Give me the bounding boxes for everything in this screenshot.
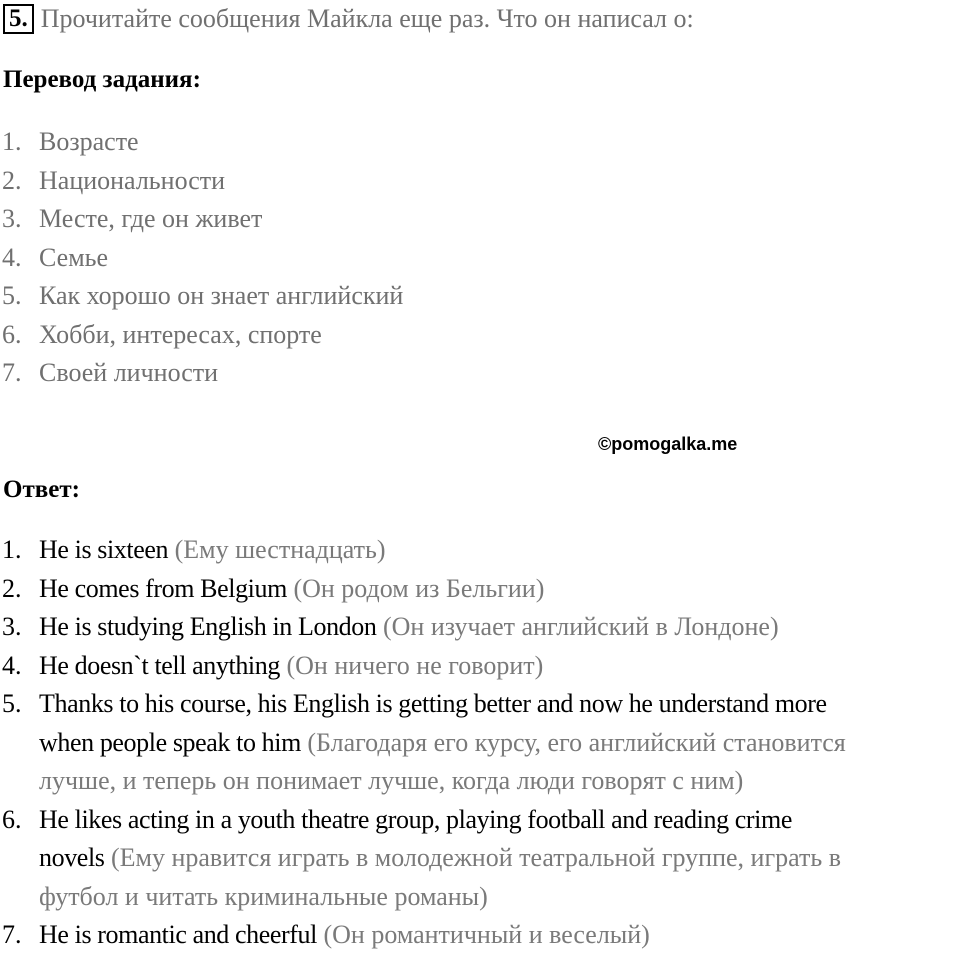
answer-list (0, 531, 960, 955)
answer-item-body (39, 531, 960, 570)
translation-item-text: Национальности (39, 165, 226, 195)
answer-item-number: 6. (2, 804, 22, 834)
answer-item (0, 685, 960, 801)
answer-item-body (39, 801, 960, 917)
watermark: ©pomogalka.me (598, 434, 738, 454)
translation-item (0, 123, 403, 162)
answer-item (0, 608, 960, 647)
translation-item-text: Как хорошо он знает английский (39, 281, 404, 310)
answer-item (0, 647, 960, 686)
translation-item-number: 5. (2, 281, 22, 310)
translation-item-text: Возрасте (39, 127, 139, 156)
translation-item-text: Семье (39, 242, 109, 272)
translation-item (0, 162, 403, 201)
answer-item-body (39, 916, 960, 955)
translation-item-number: 3. (2, 204, 22, 233)
answer-item-body (39, 570, 960, 609)
answer-russian-translation: (Ему шестнадцать) (174, 535, 386, 564)
translation-item (0, 316, 403, 355)
translation-item-number: 4. (2, 242, 22, 272)
task-number-badge: 5. (3, 4, 34, 34)
translation-item-text: Своей личности (39, 358, 219, 387)
answer-russian-translation: (Он родом из Бельгии) (293, 573, 545, 603)
translation-item-number: 2. (2, 165, 22, 195)
answer-english-text: He is sixteen (39, 535, 169, 564)
answer-item-number: 3. (2, 612, 22, 641)
answer-item (0, 531, 960, 570)
translation-item (0, 239, 403, 278)
answer-item-number: 5. (2, 689, 22, 718)
translation-item (0, 200, 403, 239)
answer-item (0, 801, 960, 917)
translation-item-number: 6. (2, 319, 22, 349)
translation-item-text: Хобби, интересах, спорте (39, 319, 322, 349)
task-header (3, 4, 694, 34)
translation-item-number: 7. (2, 358, 22, 387)
answer-russian-translation: (Благодаря его курсу, его английский становится лучше, и теперь он понимает лучше, когда люди говорят с ним) (39, 727, 846, 795)
translation-heading: Перевод задания: (3, 66, 201, 93)
answer-item-number: 1. (2, 535, 22, 564)
translation-item-number: 1. (2, 127, 22, 156)
answer-item-body (39, 685, 960, 801)
translation-item (0, 277, 403, 316)
answer-item-body (39, 647, 960, 686)
answer-english-text: He comes from Belgium (39, 573, 287, 603)
answer-item-number: 4. (2, 650, 22, 680)
answer-heading: Ответ: (3, 476, 80, 503)
answer-english-text: He is studying English in London (39, 612, 377, 641)
translation-item (0, 354, 403, 393)
answer-russian-translation: (Ему нравится играть в молодежной театральной группе, играть в футбол и читать криминальные романы) (39, 843, 841, 911)
answer-russian-translation: (Он романтичный и веселый) (323, 920, 650, 949)
answer-english-text: Thanks to his course, his English is getting better and now he understand more when people speak to him (39, 689, 827, 757)
answer-russian-translation: (Он изучает английский в Лондоне) (382, 612, 779, 641)
answer-english-text: He likes acting in a youth theatre group, playing football and reading crime novels (39, 804, 792, 872)
answer-item (0, 916, 960, 955)
task-instruction: Прочитайте сообщения Майкла еще раз. Что он написал о: (40, 4, 694, 33)
answer-english-text: He is romantic and cheerful (39, 920, 317, 949)
translation-list (0, 123, 403, 393)
translation-item-text: Месте, где он живет (39, 204, 263, 233)
answer-item (0, 570, 960, 609)
answer-item-number: 2. (2, 573, 22, 603)
answer-item-number: 7. (2, 920, 22, 949)
answer-russian-translation: (Он ничего не говорит) (286, 650, 544, 680)
answer-item-body (39, 608, 960, 647)
answer-english-text: He doesn`t tell anything (39, 650, 280, 680)
